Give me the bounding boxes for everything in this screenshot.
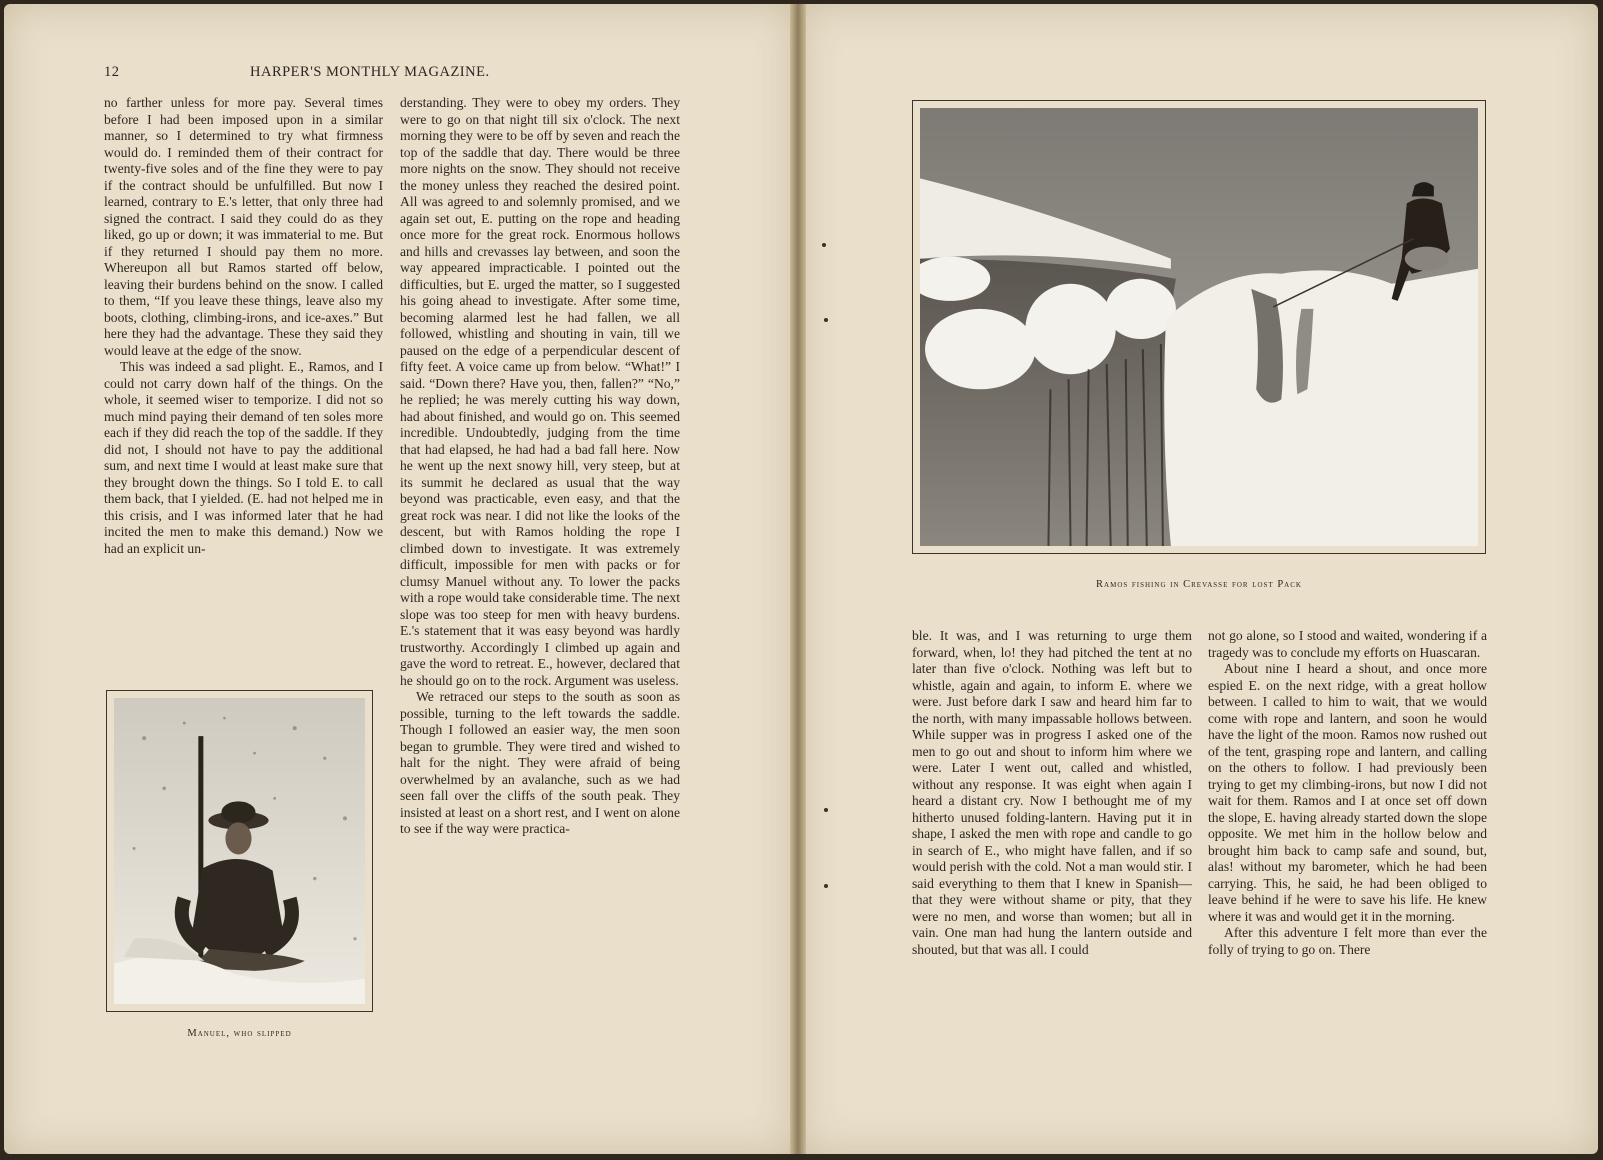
- manuel-photo: [106, 690, 373, 1012]
- manuel-caption: Manuel, who slipped: [187, 1028, 292, 1039]
- stitch-dot: [824, 808, 828, 812]
- left-column-1: [104, 95, 383, 557]
- right-column-1: [912, 628, 1192, 958]
- paragraph: not go alone, so I stood and waited, wondering if a tragedy was to conclude my efforts on Huascaran.: [1208, 628, 1487, 660]
- paragraph: no farther unless for more pay. Several times before I had been imposed upon in a similar manner, so I determined to try what firmness would do. I reminded them of their contract for twenty-five soles and of the fine they were to pay if the contract should be unfulfilled. But now I learned, contrary to E.'s letter, that only three had signed the contract. I said they could do as they liked, go up or down; it was immaterial to me. But if they returned I should pay them no more. Whereupon all but Ramos started off below, leaving their burdens behind on the snow. I called to them, “If you leave these things, leave also my boots, clothing, climbing-irons, and ice-axes.” But here they had the advantage. These they said they would leave at the edge of the snow.: [104, 95, 383, 358]
- paragraph: derstanding. They were to obey my orders. They were to go on that night till six o'clock. The next morning they were to be off by seven and reach the top of the saddle that day. There would be three more nights on the snow. They should not receive the money unless they reached the desired point. All was agreed to and solemnly promised, and we again set out, E. putting on the rope and heading once more for the great rock. Enormous hollows and hills and crevasses lay between, and soon the way appeared impracticable. I pointed out the difficulties, but E. urged the matter, so I suggested his going ahead to investigate. After some time, becoming alarmed lest he had fallen, we all followed, whistling and shouting in vain, till we paused on the edge of a perpendicular descent of fifty feet. A voice came up from below. “What!” I said. “Down there? Have you, then, fallen?” “No,” he replied; he was merely cutting his way down, had about finished, and would go on. This seemed incredible. Undoubtedly, judging from the time that had elapsed, he had had a bad fall here. Now he went up the next snowy hill, very steep, but at its summit he declared as usual that the way beyond was practicable, even easy, and that the great rock was near. I did not like the looks of the descent, but with Ramos holding the rope I climbed down to investigate. It was extremely difficult, impossible for men with packs or for clumsy Manuel without any. To lower the packs with a rope would take considerable time. The next slope was too steep for men with heavy burdens. E.'s statement that it was easy beyond was hardly trustworthy. Accordingly I climbed up again and gave the word to retreat. E., however, declared that he should go on to the rock. Argument was useless.: [400, 95, 680, 688]
- left-column-2: [400, 95, 680, 838]
- magazine-title: HARPER'S MONTHLY MAGAZINE.: [250, 64, 490, 80]
- right-column-2: [1208, 628, 1487, 958]
- paragraph: We retraced our steps to the south as soon as possible, turning to the left towards the saddle. Though I followed an easier way, the men soon began to grumble. They were tired and wished to halt for the night. They were afraid of being overwhelmed by an avalanche, such as we had seen fall over the cliffs of the south peak. They insisted at least on a short rest, and I went on alone to see if the way were practica-: [400, 689, 680, 836]
- mountaineer-photo-icon: [114, 698, 365, 1004]
- ramos-photo: [912, 100, 1486, 554]
- page-number: 12: [104, 64, 120, 80]
- stitch-dot: [824, 884, 828, 888]
- paragraph: ble. It was, and I was returning to urge them forward, when, lo! they had pitched the tent at no later than five o'clock. Nothing was left but to whistle, again and again, to inform E. where we were. Just before dark I saw and heard him far to the north, with many impassable hollows between. While supper was in progress I asked one of the men to go out and shout to inform him where we were. Later I went out, called and whistled, without any response. It was eight when again I heard a distant cry. Now I bethought me of my hitherto unused folding-lantern. Having put it in shape, I asked the men with rope and candle to go in search of E., who might have fallen, and if so would perish with the cold. Not a man would stir. I said everything to them that I knew in Spanish—that they were without shame or pity, that they were no men, and worse than women; but all in vain. One man had hung the lantern outside and shouted, but that was all. I could: [912, 628, 1192, 957]
- paragraph: About nine I heard a shout, and once more espied E. on the next ridge, with a great hollow between. I called to him to wait, that we would come with rope and lantern, and soon he would have the light of the moon. Ramos now rushed out of the tent, grasping rope and lantern, and calling on the others to follow. I had previously been trying to get my climbing-irons, but now I did not wait for them. Ramos and I at once set off down the slope, E. having already started down the slope opposite. We met him in the hollow below and brought him back to camp safe and sound, but, alas! without my barometer, which he had been carrying. This, he said, he had been obliged to leave behind if he were to save his life. He knew where it was and would get it in the morning.: [1208, 661, 1487, 924]
- stitch-dot: [822, 243, 826, 247]
- paragraph: After this adventure I felt more than ever the folly of trying to go on. There: [1208, 925, 1487, 957]
- stitch-dot: [824, 318, 828, 322]
- paragraph: This was indeed a sad plight. E., Ramos, and I could not carry down half of the things. On the whole, it seemed wiser to temporize. I did not so much mind paying their demand of ten soles more each if they did reach the top of the saddle. If they did not, I should not have to pay the additional sum, and next time I would at least make sure that they brought down the things. So I told E. to call them back, that I yielded. (E. had not helped me in this crisis, and I was informed later that he had incited the men to make this demand.) Now we had an explicit un-: [104, 359, 383, 556]
- book-gutter: [790, 4, 806, 1154]
- crevasse-photo-icon: [920, 108, 1478, 546]
- ramos-caption: Ramos fishing in Crevasse for lost Pack: [1096, 579, 1302, 590]
